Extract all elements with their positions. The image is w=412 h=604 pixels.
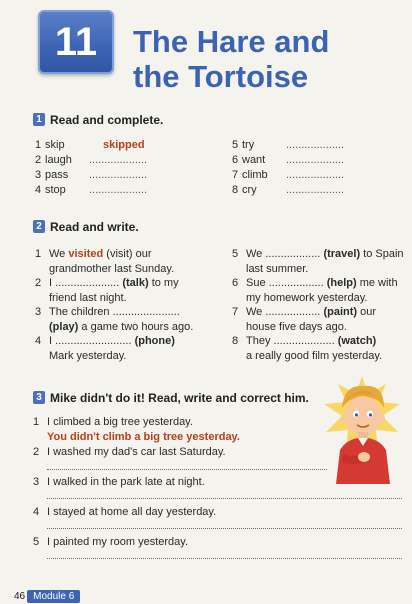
item-number: 6: [232, 277, 239, 289]
answer-line[interactable]: [47, 497, 402, 499]
exercise-3-item: [33, 475, 205, 490]
item-number: 1: [35, 248, 42, 260]
item-number: 6: [232, 154, 239, 166]
item-number: 5: [232, 139, 239, 151]
item-number: 5: [33, 536, 40, 548]
answer-blank[interactable]: ...................: [89, 154, 148, 166]
boy-thinking-icon: [318, 374, 406, 484]
item-answer: skipped: [103, 139, 145, 151]
item-number: 7: [232, 169, 239, 181]
title-line-2: the Tortoise: [133, 59, 309, 94]
item-text: a game two hours ago.: [78, 320, 194, 333]
item-text: me with my homework yesterday.: [246, 277, 398, 304]
item-text: I washed my dad's car last Saturday.: [47, 446, 226, 458]
item-text[interactable]: The children ......................: [49, 306, 180, 318]
item-number: 2: [35, 277, 42, 289]
exercise-number-badge: 3: [33, 391, 45, 404]
exercise-2-item: [35, 247, 207, 276]
item-text[interactable]: Sue ..................: [246, 277, 327, 289]
item-word: skip: [45, 139, 65, 151]
item-text: a really good film yesterday.: [246, 349, 383, 362]
exercise-1-item: [232, 168, 344, 183]
item-number: 1: [33, 416, 40, 428]
exercise-3-item: [33, 415, 240, 444]
exercise-number-badge: 2: [33, 220, 45, 233]
exercise-3-item: [33, 505, 216, 520]
item-text[interactable]: I .....................: [49, 277, 123, 289]
verb-hint: (help): [326, 277, 357, 289]
item-word: cry: [242, 184, 257, 196]
answer-line[interactable]: [47, 557, 402, 559]
verb-hint: (watch): [337, 335, 377, 347]
exercise-2-item: [35, 305, 207, 334]
exercise-1-item: [232, 138, 344, 153]
exercise-3-item: [33, 445, 226, 460]
item-number: 3: [35, 169, 42, 181]
answer-blank[interactable]: ...................: [286, 169, 345, 181]
exercise-1-item: [35, 153, 147, 168]
exercise-3-heading: [33, 390, 309, 405]
item-answer: visited: [68, 248, 104, 260]
exercise-1-item: [232, 183, 344, 198]
page-number: 46: [14, 591, 26, 602]
unit-title: [133, 24, 403, 94]
item-text: Mark yesterday.: [49, 349, 127, 362]
verb-hint: (travel): [323, 248, 361, 260]
verb-hint: (talk): [122, 277, 149, 289]
item-text: I climbed a big tree yesterday.: [47, 416, 193, 428]
item-text: to my friend last night.: [49, 277, 179, 304]
exercise-1-item: [35, 138, 145, 153]
item-text: I painted my room yesterday.: [47, 536, 189, 548]
item-number: 4: [35, 184, 42, 196]
exercise-instruction: Read and write.: [50, 219, 139, 234]
answer-line[interactable]: [47, 468, 327, 470]
item-number: 8: [232, 184, 239, 196]
exercise-1-heading: [33, 112, 163, 127]
exercise-2-item: [232, 334, 404, 363]
exercise-instruction: Read and complete.: [50, 112, 164, 127]
item-text[interactable]: They ....................: [246, 335, 338, 347]
item-number: 5: [232, 248, 239, 260]
exercise-2-item: [35, 334, 207, 363]
item-text[interactable]: We ..................: [246, 248, 324, 260]
item-text: I walked in the park late at night.: [47, 476, 205, 488]
item-text[interactable]: We ..................: [246, 306, 324, 318]
exercise-1-item: [232, 153, 344, 168]
exercise-2-item: [35, 276, 207, 305]
item-answer: You didn't climb a big tree yesterday.: [47, 430, 240, 443]
item-text: our house five days ago.: [246, 306, 377, 333]
item-text[interactable]: I .........................: [49, 335, 135, 347]
item-text: I stayed at home all day yesterday.: [47, 506, 217, 518]
item-number: 8: [232, 335, 239, 347]
answer-blank[interactable]: ...................: [89, 184, 148, 196]
item-number: 3: [33, 476, 40, 488]
unit-number-badge: 11: [38, 10, 114, 74]
answer-blank[interactable]: ...................: [89, 169, 148, 181]
answer-blank[interactable]: ...................: [286, 139, 345, 151]
exercise-2-item: [232, 276, 404, 305]
item-word: climb: [242, 169, 268, 181]
module-tag: Module 6: [27, 590, 80, 603]
exercise-2-heading: [33, 219, 139, 234]
answer-line[interactable]: [47, 527, 402, 529]
item-text: (visit) our grandmother last Sunday.: [49, 248, 175, 275]
item-word: pass: [45, 169, 69, 181]
exercise-number-badge: 1: [33, 113, 45, 126]
page-footer: [14, 590, 80, 603]
verb-hint: (paint): [323, 306, 358, 318]
item-number: 7: [232, 306, 239, 318]
verb-hint: (play): [49, 320, 79, 333]
item-text: to Spain last summer.: [246, 248, 404, 275]
item-number: 2: [35, 154, 42, 166]
item-text: We: [49, 248, 69, 260]
item-number: 4: [35, 335, 42, 347]
exercise-1-item: [35, 183, 147, 198]
exercise-instruction: Mike didn't do it! Read, write and correct him.: [50, 390, 309, 405]
exercise-2-item: [232, 247, 404, 276]
verb-hint: (phone): [134, 335, 175, 347]
item-number: 3: [35, 306, 42, 318]
answer-blank[interactable]: ...................: [286, 184, 345, 196]
exercise-3-item: [33, 535, 188, 550]
item-word: try: [242, 139, 255, 151]
item-number: 1: [35, 139, 42, 151]
title-line-1: The Hare and: [133, 24, 330, 59]
item-number: 4: [33, 506, 40, 518]
item-number: 2: [33, 446, 40, 458]
exercise-1-item: [35, 168, 147, 183]
item-word: want: [242, 154, 266, 166]
answer-blank[interactable]: ...................: [286, 154, 345, 166]
exercise-2-item: [232, 305, 404, 334]
item-word: laugh: [45, 154, 72, 166]
item-word: stop: [45, 184, 66, 196]
